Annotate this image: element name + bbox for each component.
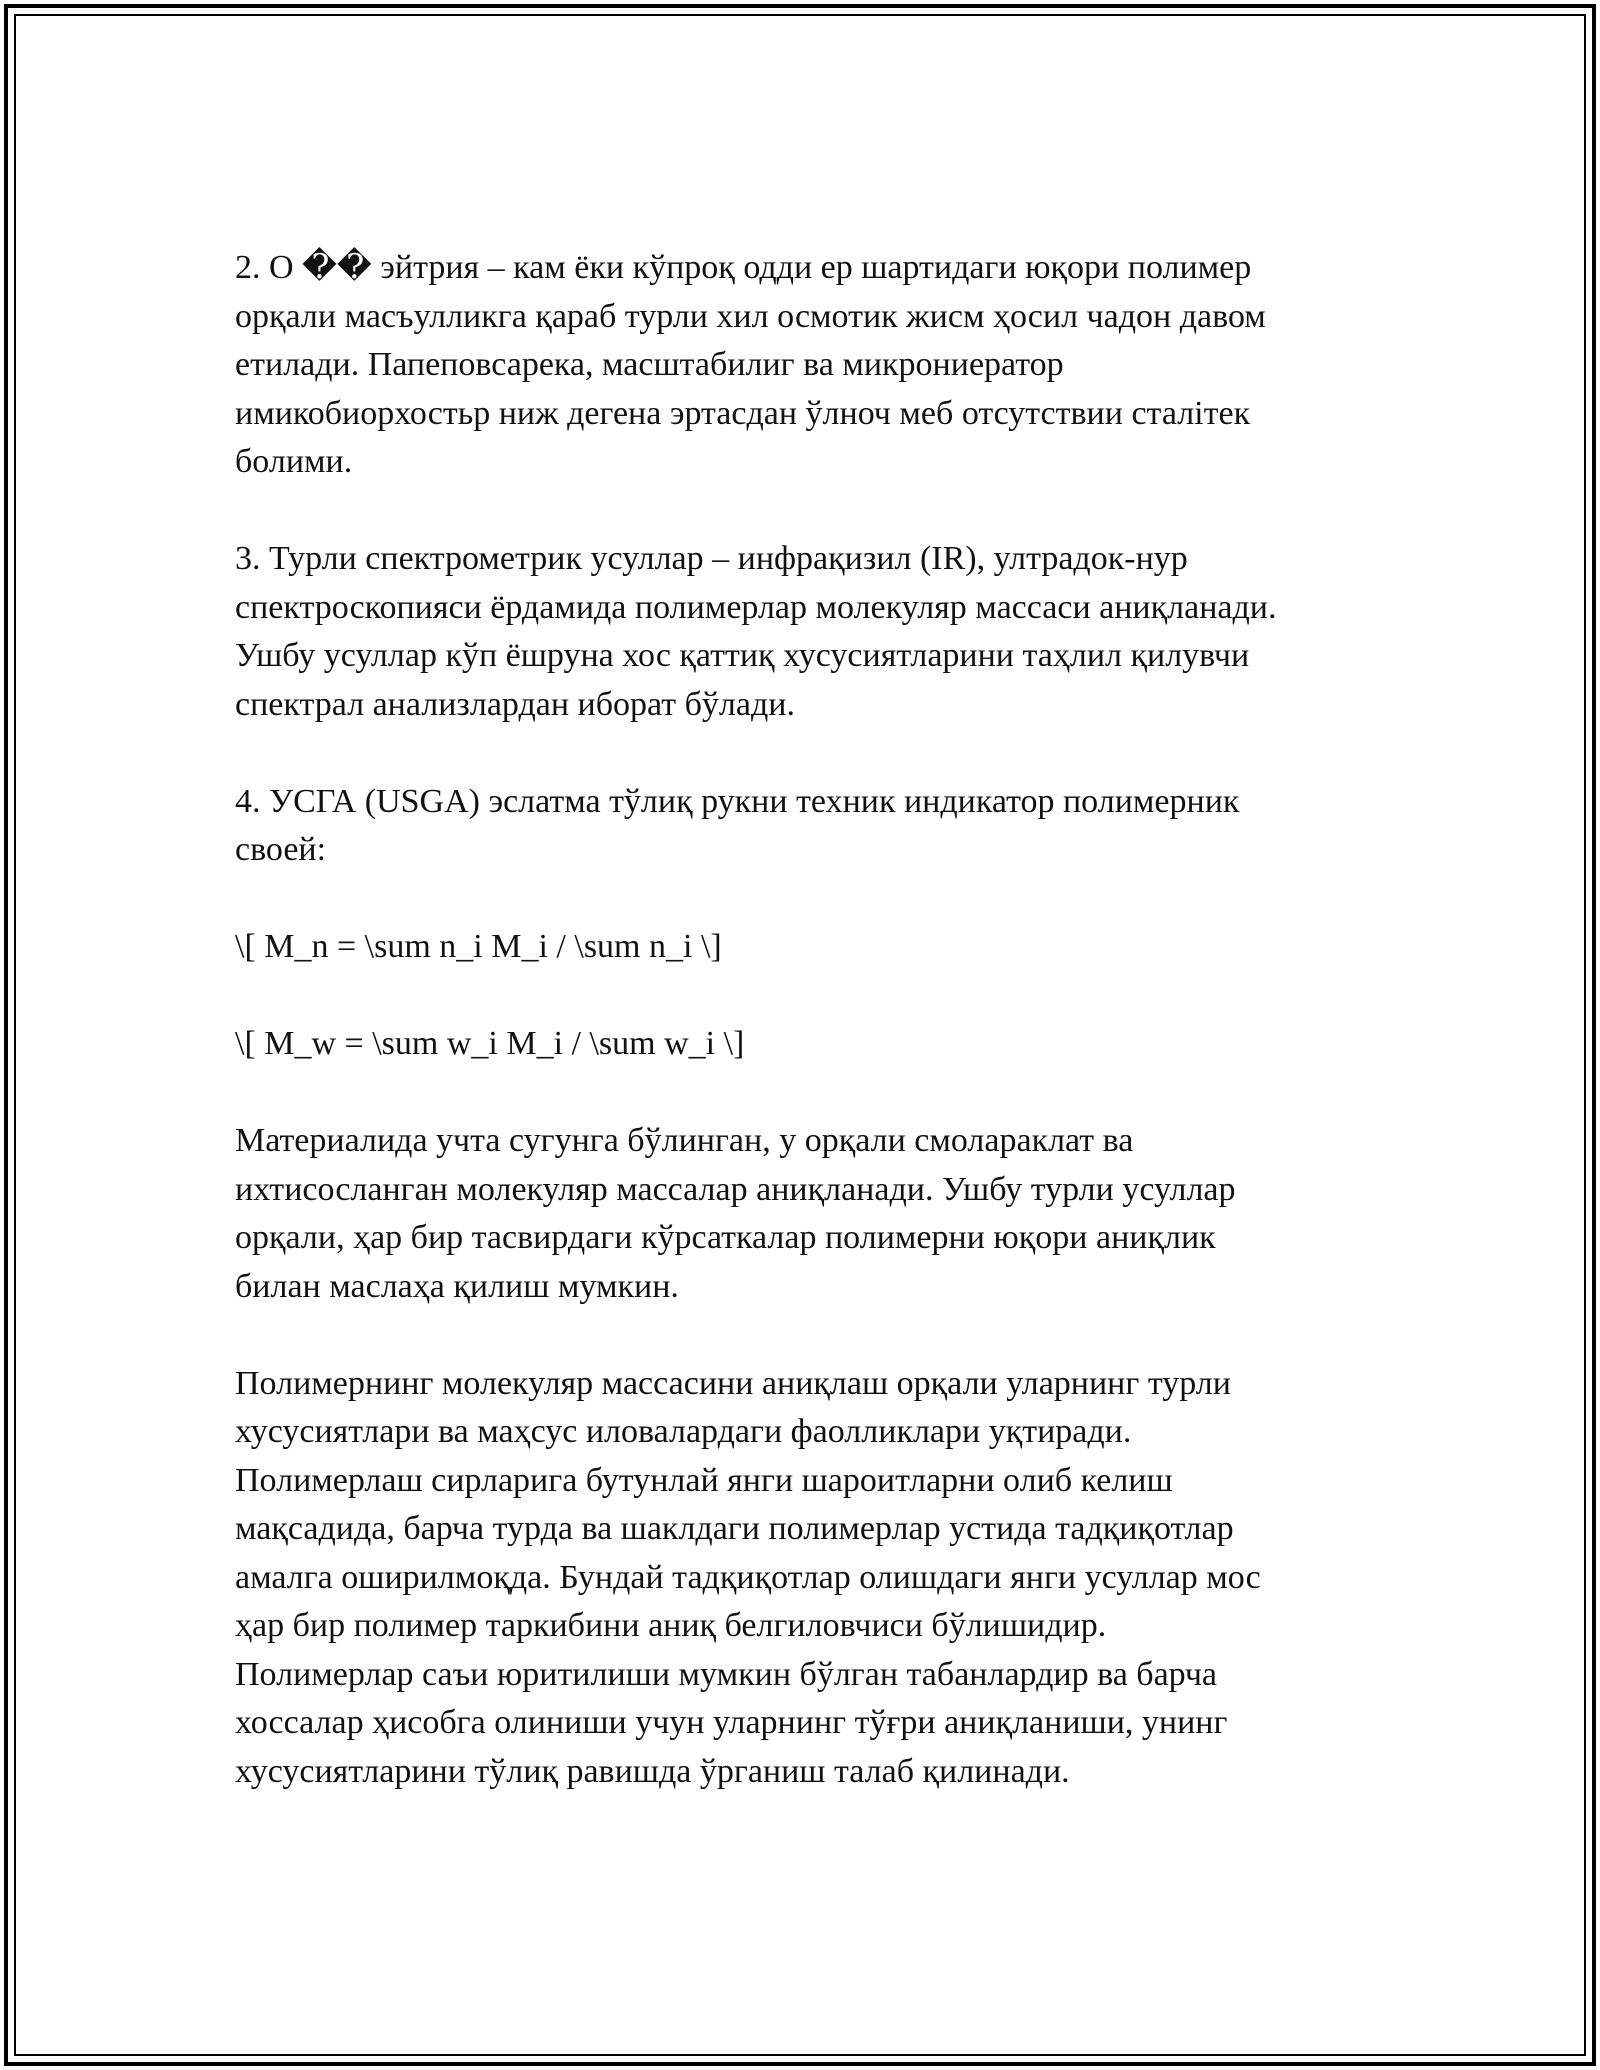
paragraph-material: Материалида учта сугунга бўлинган, у орқали смолараклат ва ихтисосланган молекуляр массалар аниқланади. Ушбу турли усуллар орқали, ҳар бир тасвирдаги кўрсаткалар полимерни юқори аниқлик билан маслаҳа қилиш мумкин.: [235, 1122, 1236, 1305]
paragraph-method-2: 2. О �� эйтрия – кам ёки кўпроқ одди ер шартидаги юқори полимер орқали масъулликга қараб турли хил осмотик жисм ҳосил чадон давом етилади. Папеповсарека, масштабилиг ва микрониератор имикобиорхостьр ниж дегена эртасдан ўлноч меб отсутствии сталітек болими.: [235, 249, 1266, 480]
document-body: [235, 244, 1365, 1796]
formula-weight-average: \[ M_w = \sum w_i M_i / \sum w_i \]: [235, 1025, 745, 1062]
paragraph-conclusion: Полимернинг молекуляр массасини аниқлаш орқали уларнинг турли хусусиятлари ва маҳсус иловалардаги фаолликлари уқтиради. Полимерлаш сирларига бутунлай янги шароитларни олиб келиш мақсадида, барча турда ва шаклдаги полимерлар устида тадқиқотлар амалга оширилмоқда. Бундай тадқиқотлар олишдаги янги усуллар мос ҳар бир полимер таркибини аниқ белгиловчиси бўлишидир. Полимерлар саъи юритилиши мумкин бўлган табанлардир ва барча хоссалар ҳисобга олиниши учун уларнинг тўғри аниқланиши, унинг хусусиятларини тўлиқ равишда ўрганиш талаб қилинади.: [235, 1364, 1261, 1790]
paragraph-method-4: 4. УСГА (USGA) эслатма тўлиқ рукни техник индикатор полимерник своей:: [235, 782, 1240, 868]
paragraph-method-3: 3. Турли спектрометрик усуллар – инфрақизил (IR), ултрадок-нур спектроскопияси ёрдамида полимерлар молекуляр массаси аниқланади. Ушбу усуллар кўп ёшруна хос қаттиқ хусусиятларини таҳлил қилувчи спектрал анализлардан иборат бўлади.: [235, 540, 1277, 723]
formula-number-average: \[ M_n = \sum n_i M_i / \sum n_i \]: [235, 928, 722, 965]
